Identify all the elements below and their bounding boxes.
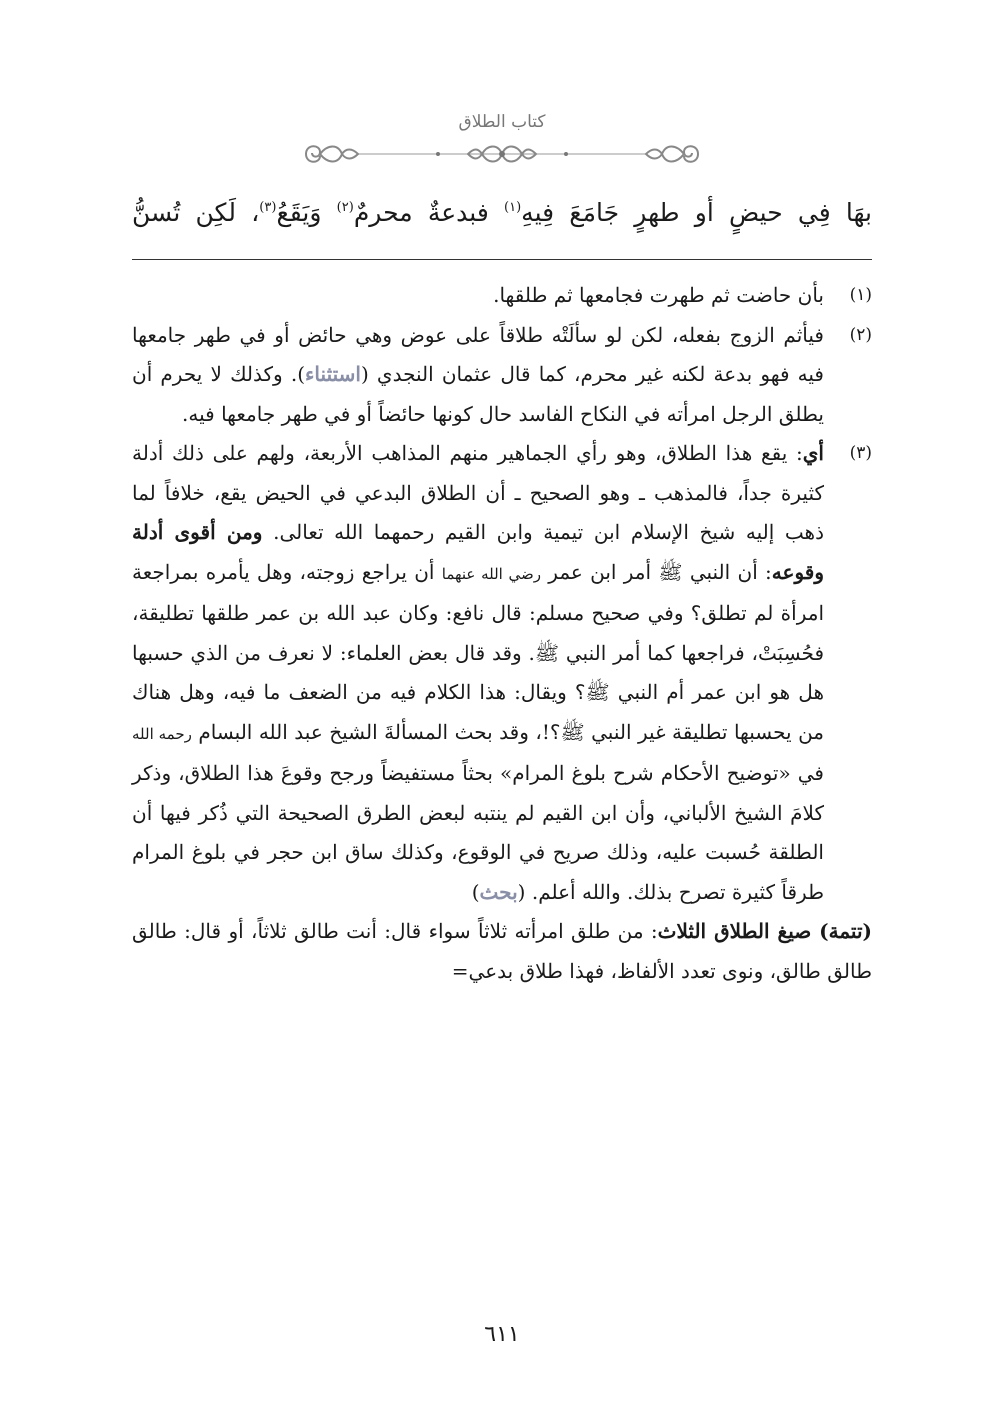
header-ornament-icon — [298, 138, 706, 170]
main-text-part3: وَيَقَعُ — [276, 198, 337, 227]
radiya-allah-icon: رضي الله عنهما — [441, 564, 542, 583]
footnotes-section — [132, 276, 872, 991]
footnote-text: فيأثم الزوج بفعله، لكن لو سألَتْه طلاقاً على عوض وهي حائض أو في طهر جامعها فيه فهو بدعة لكنه غير محرم، كما قال عثمان النجدي ( — [132, 322, 824, 386]
footnote-text: ؟ ويقال: هذا الكلام فيه من الضعف ما فيه، وهل هناك من يحسبها تطليقة غير النبي — [132, 680, 825, 744]
footnote-text: : أن النبي — [682, 559, 772, 584]
footnote-text: في «توضيح الأحكام شرح بلوغ المرام» بحثاً مستفيضاً ورجح وقوعَ هذا الطلاق، وذكر كلامَ الشيخ الألباني، وأن ابن القيم لم ينتبه لبعض الطرق الصحيحة التي ذُكر فيها أن الطلقة حُسبت عليه، وذلك صريح في الوقوع، وكذلك ساق ابن حجر في بلوغ المرام طرقاً كثيرة تصرح بذلك. والله أعلم. ( — [132, 761, 824, 904]
page-number: ٦١١ — [484, 1322, 520, 1347]
salawat-icon: ﷺ — [560, 719, 585, 744]
footnote-1 — [132, 276, 872, 316]
salawat-icon: ﷺ — [585, 680, 610, 704]
footnote-number: (١) — [849, 285, 872, 305]
footnote-ref-3[interactable]: (٣) — [259, 200, 277, 215]
footnote-text: ). وكذلك لا يحرم أن يطلق الرجل امرأته في النكاح الفاسد حال كونها حائضاً أو في طهر جامعها فيه. — [132, 362, 824, 426]
main-text-part2: فبدعةٌ محرمٌ — [353, 198, 505, 227]
footnote-2 — [132, 316, 872, 435]
tatimma-text: : من طلق امرأته ثلاثاً سواء قال: أنت طالق ثلاثاً، أو قال: طالق طالق طالق، ونوى تعدد الألفاظ، فهذا طلاق بدعي= — [132, 919, 872, 983]
main-text-part1: بهَا فِي حيضٍ أو طهرٍ جَامَعَ فِيهِ — [521, 198, 873, 227]
salawat-icon: ﷺ — [534, 640, 560, 665]
rahimahu-allah-icon: رحمه الله — [132, 724, 192, 743]
footnote-text: . وقد قال بعض العلماء: لا نعرف من الذي حسبها هل هو ابن عمر أم النبي — [132, 640, 824, 704]
bahth-link[interactable]: بحث — [479, 879, 518, 904]
footnote-3 — [132, 434, 872, 912]
salawat-icon: ﷺ — [658, 559, 683, 584]
footnote-text: : يقع هذا الطلاق، وهو رأي الجماهير منهم المذاهب الأربعة، ولهم على ذلك أدلة كثيرة جداً، فالمذهب ـ وهو الصحيح ـ أن الطلاق البدعي في الحيض يقع، خلافاً لما ذهب إليه شيخ الإسلام ابن تيمية وابن القيم رحمهما الله تعالى. — [132, 441, 824, 544]
footnote-text: أن يراجع زوجته، وهل يأمره بمراجعة امرأة لم تطلق؟ وفي صحيح مسلم: قال نافع: وكان عبد الله بن عمر طلقها تطليقة، فحُسِبَتْ، فراجعها كما أمر النبي — [132, 559, 825, 665]
footnote-separator — [132, 259, 872, 260]
tatimma-paragraph — [132, 912, 872, 991]
tatimma-heading: (تتمة) صيغ الطلاق الثلاث — [657, 919, 872, 943]
footnote-ref-1[interactable]: (١) — [504, 200, 522, 215]
footnote-bold-heading: ومن أقوى أدلة وقوعه — [132, 520, 824, 584]
footnote-ref-2[interactable]: (٢) — [336, 200, 354, 215]
footnote-lead: أي — [802, 441, 824, 465]
footnote-number: (٣) — [849, 443, 872, 463]
footnote-number: (٢) — [849, 324, 872, 345]
main-text-part4: ، لَكِن تُسنُّ — [132, 198, 260, 227]
footnote-text: أمر ابن عمر — [541, 559, 659, 584]
footnote-text: بأن حاضت ثم طهرت فجامعها ثم طلقها. — [493, 283, 824, 307]
main-text-line — [132, 188, 872, 233]
footnote-text: ) — [471, 879, 480, 904]
istithna-link[interactable]: استثناء — [305, 362, 361, 386]
running-head-title: كتاب الطلاق — [458, 112, 546, 132]
footnote-text: ؟!، وقد بحث المسألةَ الشيخ عبد الله البسام — [191, 719, 561, 744]
